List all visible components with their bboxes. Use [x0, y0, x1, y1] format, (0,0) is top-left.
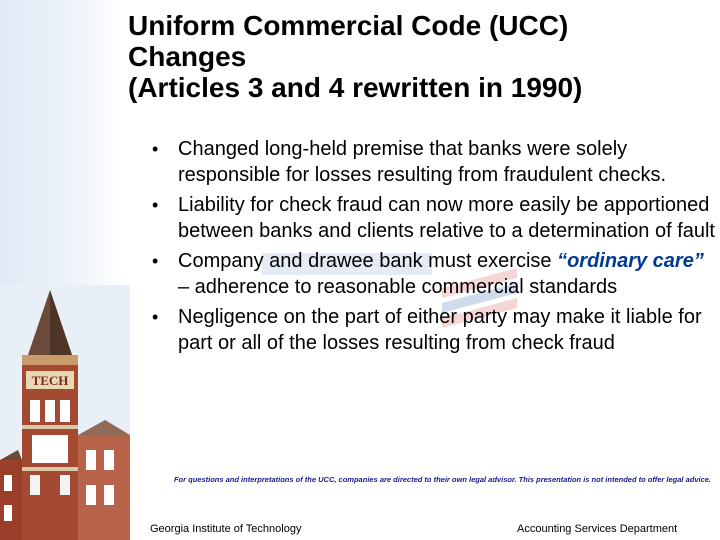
title-line: Changes — [128, 41, 247, 72]
bullet-emphasis: “ordinary care” — [557, 250, 704, 272]
legal-disclaimer: For questions and interpretations of the UCC, companies are directed to their own legal advisor. This presentation is not intended to offer legal advice. — [173, 475, 712, 484]
tech-tower-image — [0, 285, 130, 540]
bullet-icon: • — [152, 307, 159, 327]
bullet-icon: • — [152, 139, 159, 159]
slide-title — [128, 10, 713, 103]
bullet-item — [150, 136, 715, 188]
title-line: Uniform Commercial Code (UCC) — [128, 10, 569, 41]
bullet-list — [150, 136, 715, 360]
bullet-item — [150, 304, 715, 356]
bullet-text: Liability for check fraud can now more easily be apportioned between banks and clients relative to a determination of fault — [178, 194, 715, 242]
bullet-item — [150, 192, 715, 244]
bullet-text-pre: Company and drawee bank must exercise — [178, 250, 558, 272]
footer-institution: Georgia Institute of Technology — [150, 523, 302, 535]
bullet-text-post: – adherence to reasonable commercial standards — [178, 276, 618, 298]
bullet-icon: • — [152, 195, 159, 215]
bullet-text: Negligence on the part of either party may make it liable for part or all of the losses resulting from check fraud — [178, 306, 702, 354]
footer-department: Accounting Services Department — [517, 523, 678, 535]
bullet-icon: • — [152, 251, 159, 271]
title-line: (Articles 3 and 4 rewritten in 1990) — [128, 72, 583, 103]
bullet-text: Changed long-held premise that banks were solely responsible for losses resulting from fraudulent checks. — [178, 138, 667, 186]
svg-text:TECH: TECH — [31, 373, 69, 388]
bullet-item — [150, 248, 715, 300]
